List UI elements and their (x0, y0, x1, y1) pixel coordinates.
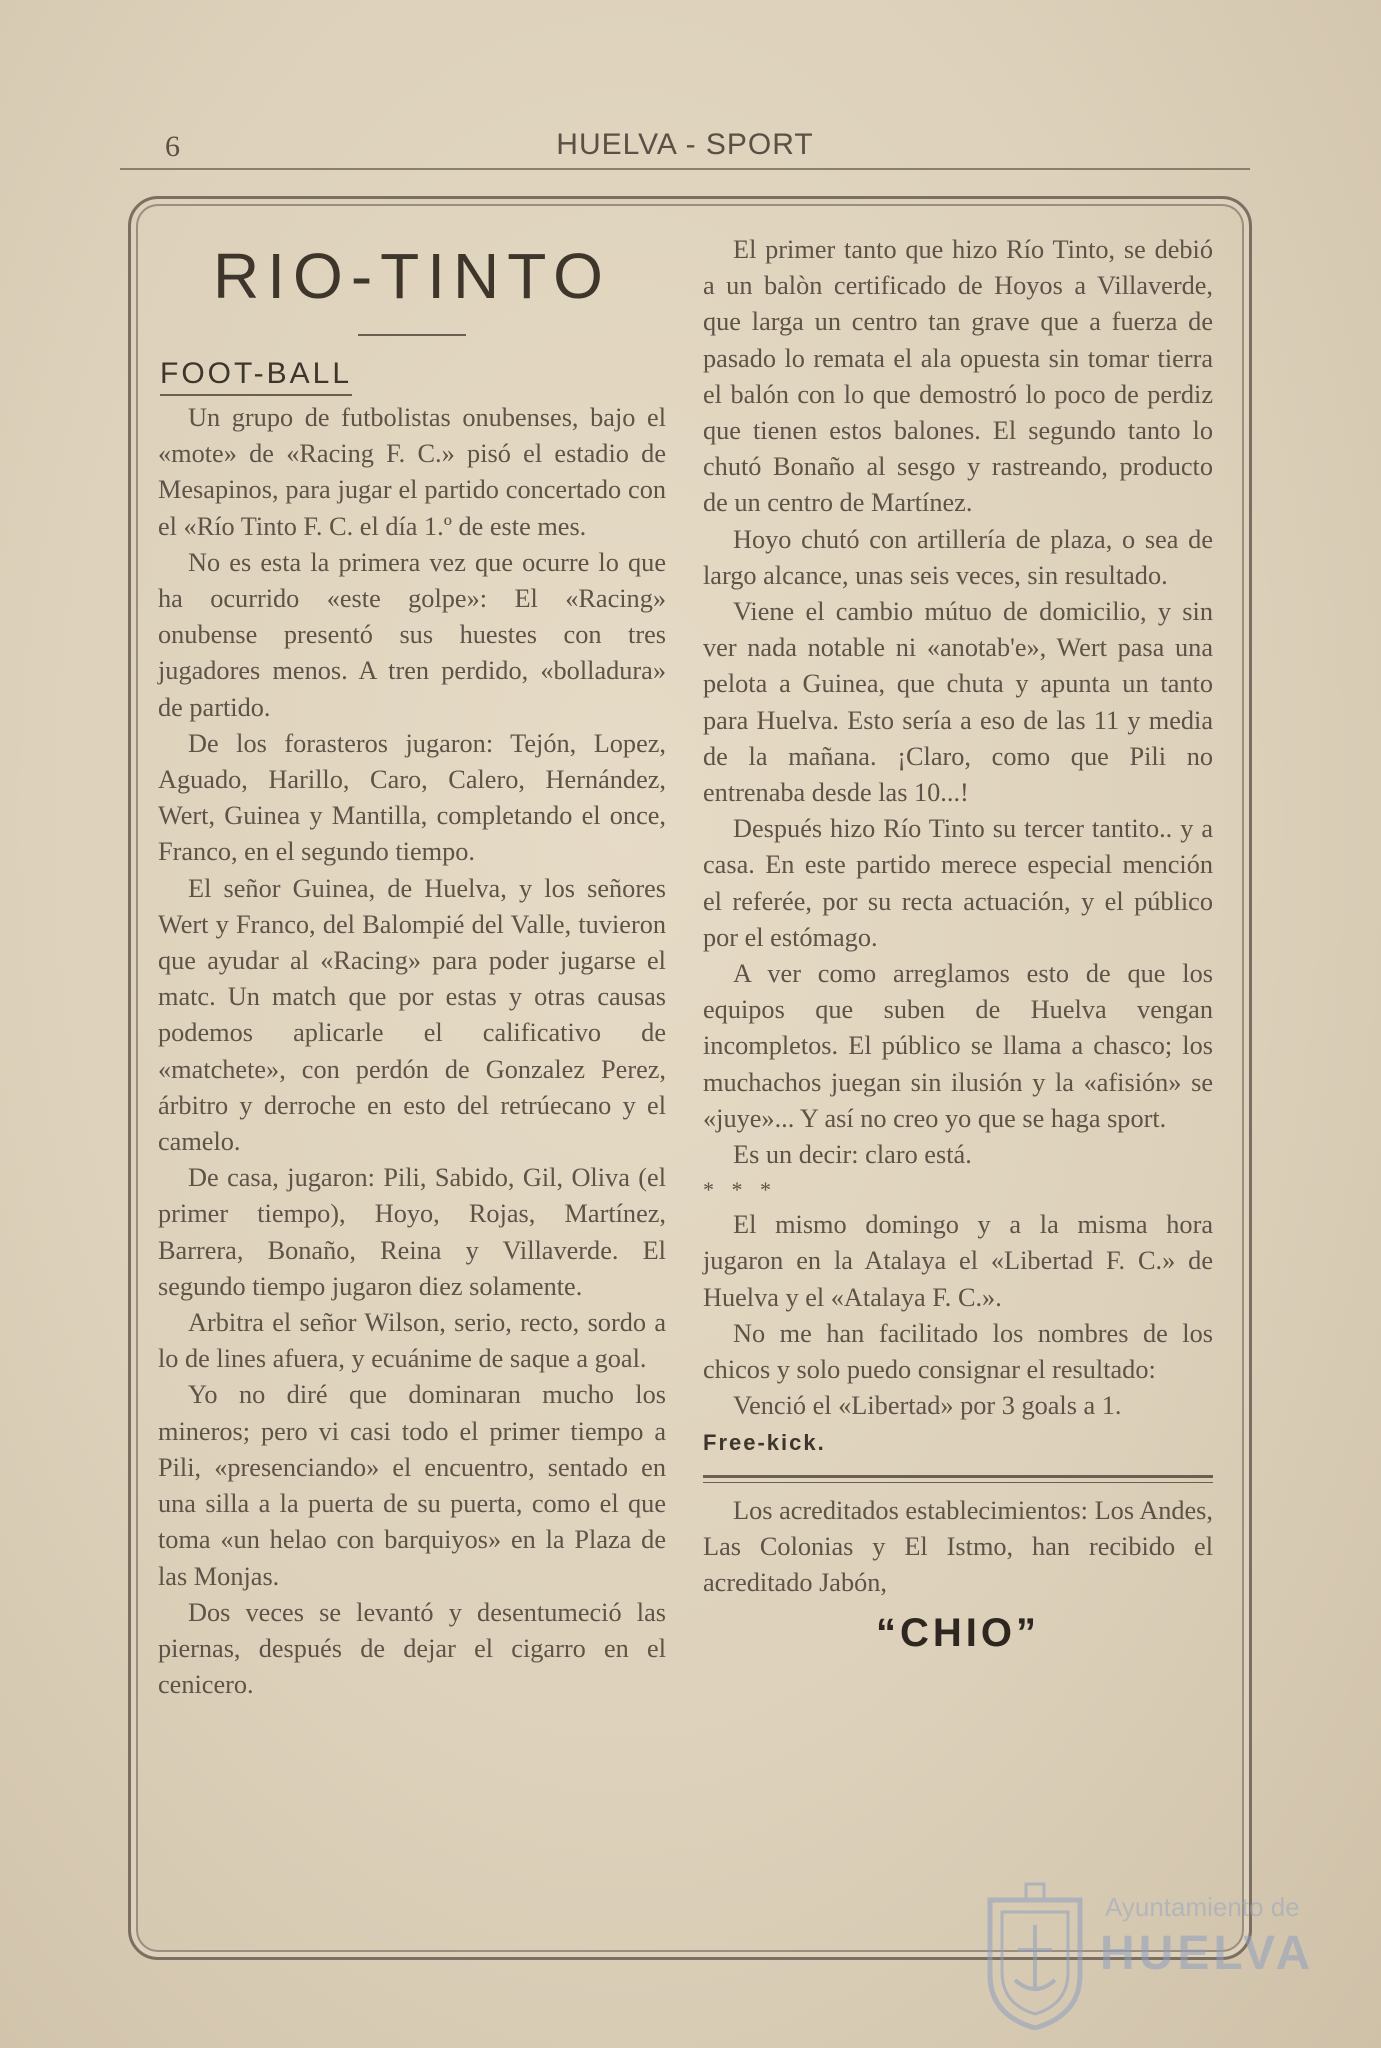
paragraph: Arbitra el señor Wilson, serio, recto, sordo a lo de lines afuera, y ecuánime de saque a goal. (158, 1308, 666, 1374)
paragraph: El mismo domingo y a la misma hora jugaron en la Atalaya el «Libertad F. C.» de Huelva y el «Atalaya F. C.». (703, 1210, 1213, 1312)
page-header (120, 126, 1250, 170)
header-rule (120, 168, 1250, 170)
paragraph: Un grupo de futbolistas onubenses, bajo el «mote» de «Racing F. C.» pisó el estadio de Mesapinos, para jugar el partido concertado con el «Río Tinto F. C. el día 1.º de este mes. (158, 403, 666, 541)
paragraph: El señor Guinea, de Huelva, y los señores Wert y Franco, del Balompié del Valle, tuvieron que ayudar al «Racing» para poder jugarse el matc. Un match que por estas y otras causas podemos aplicarle el calificativo de «matchete», con perdón de Gonzalez Perez, árbitro y derroche en esto del retrúecano y el camelo. (158, 873, 666, 1157)
coat-of-arms-icon (980, 1880, 1090, 2030)
paragraph: Yo no diré que dominaran mucho los mineros; pero vi casi todo el primer tiempo a Pili, «presenciando» el encuentro, sentado en una silla a la puerta de su puerta, como el que toma «un helao con barquiyos» en la Plaza de las Monjas. (158, 1380, 666, 1591)
signature: Free-kick. (703, 1429, 826, 1455)
paragraph: Es un decir: claro está. (733, 1140, 972, 1170)
ad-brand: “CHIO” (876, 1611, 1040, 1656)
article-title: RIO-TINTO (213, 240, 611, 312)
ad-rule (703, 1475, 1213, 1478)
paragraph: El primer tanto que hizo Río Tinto, se debió a un balòn certificado de Hoyos a Villaverde, que larga un centro tan grave que a fuerza de pasado lo remata el ala opuesta sin tomar tierra el balón con lo que demostró lo poco de perdiz que tienen estos balones. El segundo tanto lo chutó Bonaño al sesgo y rastreando, producto de un centro de Martínez. (703, 235, 1213, 518)
page-number: 6 (165, 130, 180, 163)
paragraph: No es esta la primera vez que ocurre lo que ha ocurrido «este golpe»: El «Racing» onubense presentó sus huestes con tres jugadores menos. A tren perdido, «bolladura» de partido. (158, 547, 666, 722)
paragraph: Venció el «Libertad» por 3 goals a 1. (733, 1391, 1122, 1421)
paragraph: No me han facilitado los nombres de los chicos y solo puedo consignar el resultado: (703, 1318, 1213, 1385)
paragraph: Viene el cambio mútuo de domicilio, y sin ver nada notable ni «anotab'e», Wert pasa una pelota a Guinea, que chuta y apunta un tanto para Huelva. Esto sería a eso de las 11 y media de la mañana. ¡Claro, como que Pili no entrenaba desde las 10...! (703, 597, 1213, 808)
watermark (980, 1880, 1320, 2030)
paragraph: Dos veces se levantó y desentumeció las piernas, después de dejar el cigarro en el cenicero. (158, 1597, 666, 1700)
paragraph: De los forasteros jugaron: Tejón, Lopez, Aguado, Harillo, Caro, Calero, Hernández, Wert, Guinea y Mantilla, completando el once, Franco, en el segundo tiempo. (158, 728, 666, 867)
separator-stars: * * * (703, 1177, 777, 1203)
ad-rule-thin (703, 1482, 1213, 1483)
paragraph: De casa, jugaron: Pili, Sabido, Gil, Oliva (el primer tiempo), Hoyo, Rojas, Martínez, Barrera, Bonaño, Reina y Villaverde. El segundo tiempo jugaron diez solamente. (158, 1163, 666, 1301)
paragraph: A ver como arreglamos esto de que los equipos que suben de Huelva vengan incompletos. El público se llama a chasco; los muchachos juegan sin ilusión y la «afisión» se «juye»... Y así no creo yo que se haga sport. (703, 959, 1213, 1133)
article-subtitle: FOOT-BALL (160, 354, 352, 396)
paragraph: Hoyo chutó con artillería de plaza, o sea de largo alcance, unas seis veces, sin resultado. (703, 524, 1213, 590)
watermark-line-1: Ayuntamiento de (1105, 1892, 1300, 1922)
title-rule (358, 334, 466, 336)
running-title: HUELVA - SPORT (556, 128, 814, 161)
paragraph: Después hizo Río Tinto su tercer tantito.. y a casa. En este partido merece especial mención el referée, por su recta actuación, y el público por el estómago. (703, 814, 1213, 952)
left-column (158, 232, 666, 1703)
right-column (703, 232, 1213, 1657)
watermark-line-2: HUELVA (1100, 1927, 1315, 1980)
ad-paragraph: Los acreditados establecimientos: Los Andes, Las Colonias y El Istmo, han recibido el acreditado Jabón, (703, 1495, 1213, 1598)
